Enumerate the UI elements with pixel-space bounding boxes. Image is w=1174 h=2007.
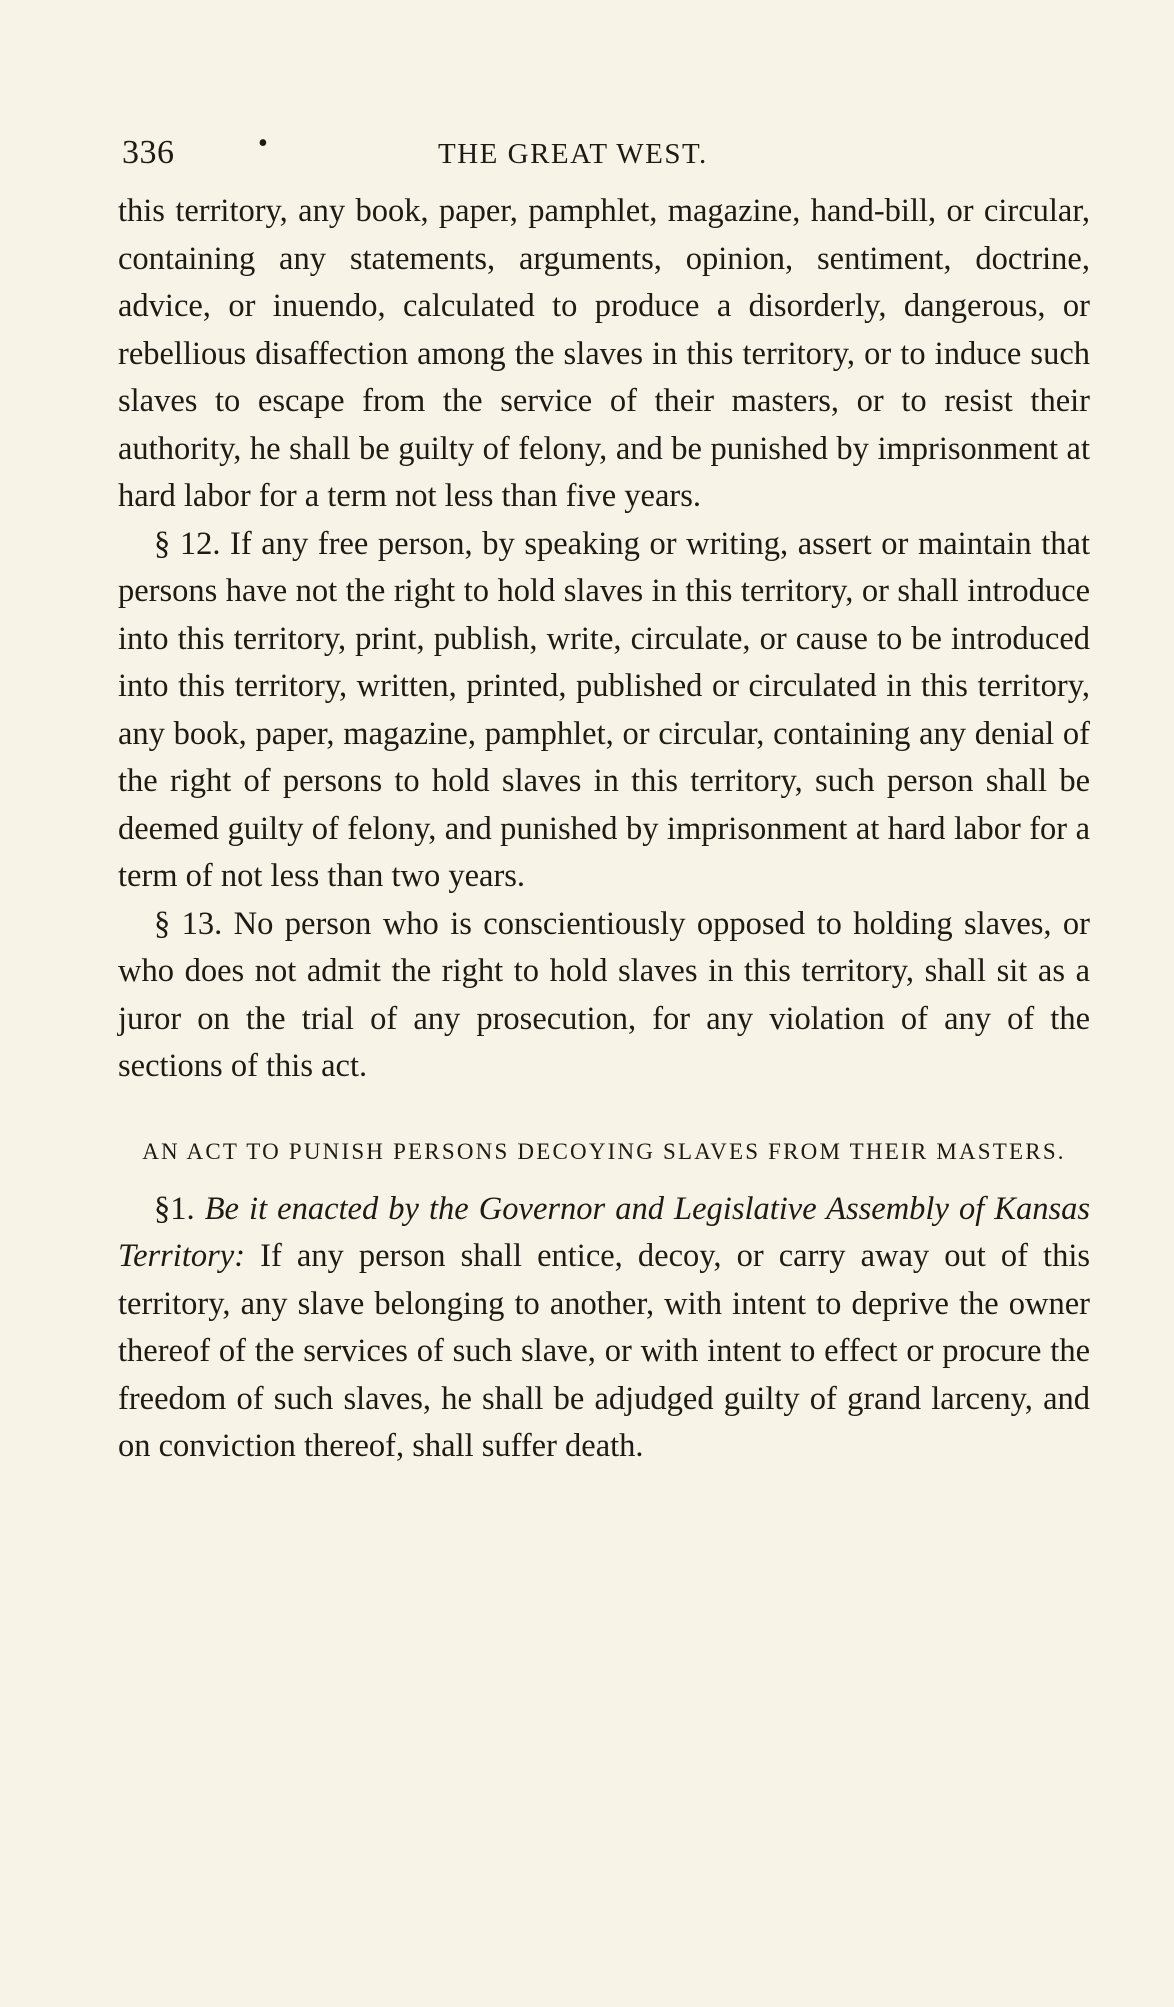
header-dot: • (258, 128, 269, 159)
body-text (118, 188, 1090, 1471)
book-title: THE GREAT WEST. (438, 138, 708, 170)
book-page (118, 128, 1091, 1471)
enacting-clause: Be it enacted by the Governor and Legislative Assembly of Kansas Territory: (118, 1190, 1091, 1274)
section-number: §1. (154, 1190, 195, 1227)
section-12-paragraph: § 12. If any free person, by speaking or writing, assert or maintain that persons have not the right to hold slaves in this territory, or shall introduce into this territory, print, publish, write, circulate, or cause to be introduced into this territory, written, printed, published or circulated in this territory, any book, paper, magazine, pamphlet, or circular, containing any denial of the right of persons to hold slaves in this territory, such person shall be deemed guilty of felony, and punished by imprisonment at hard labor for a term of not less than two years. (118, 525, 1090, 894)
section-1-text: If any person shall entice, decoy, or carry away out of this territory, any slave belonging to another, with intent to deprive the owner thereof of the services of such slave, or with intent to effect or procure the freedom of such slaves, he shall be adjudged guilty of grand larceny, and on conviction thereof, shall suffer death. (118, 1238, 1090, 1464)
section-1-paragraph (118, 1186, 1090, 1471)
paragraph-continued: this territory, any book, paper, pamphlet, magazine, hand-bill, or circular, containing any statements, arguments, opinion, sentiment, doctrine, advice, or inuendo, calculated to produce a disorderly, dangerous, or rebellious disaffection among the slaves in this territory, or to induce such slaves to escape from the service of their masters, or to resist their authority, he shall be guilty of felony, and be punished by imprisonment at hard labor for a term not less than five years. (118, 193, 1090, 514)
running-head (118, 128, 1090, 188)
page-number: 336 (122, 134, 175, 171)
act-heading: AN ACT TO PUNISH PERSONS DECOYING SLAVES FROM THEIR MASTERS. (142, 1138, 1066, 1164)
section-13-paragraph: § 13. No person who is conscientiously opposed to holding slaves, or who does not admit the right to hold slaves in this territory, shall sit as a juror on the trial of any prosecution, for any violation of any of the sections of this act. (118, 905, 1090, 1084)
